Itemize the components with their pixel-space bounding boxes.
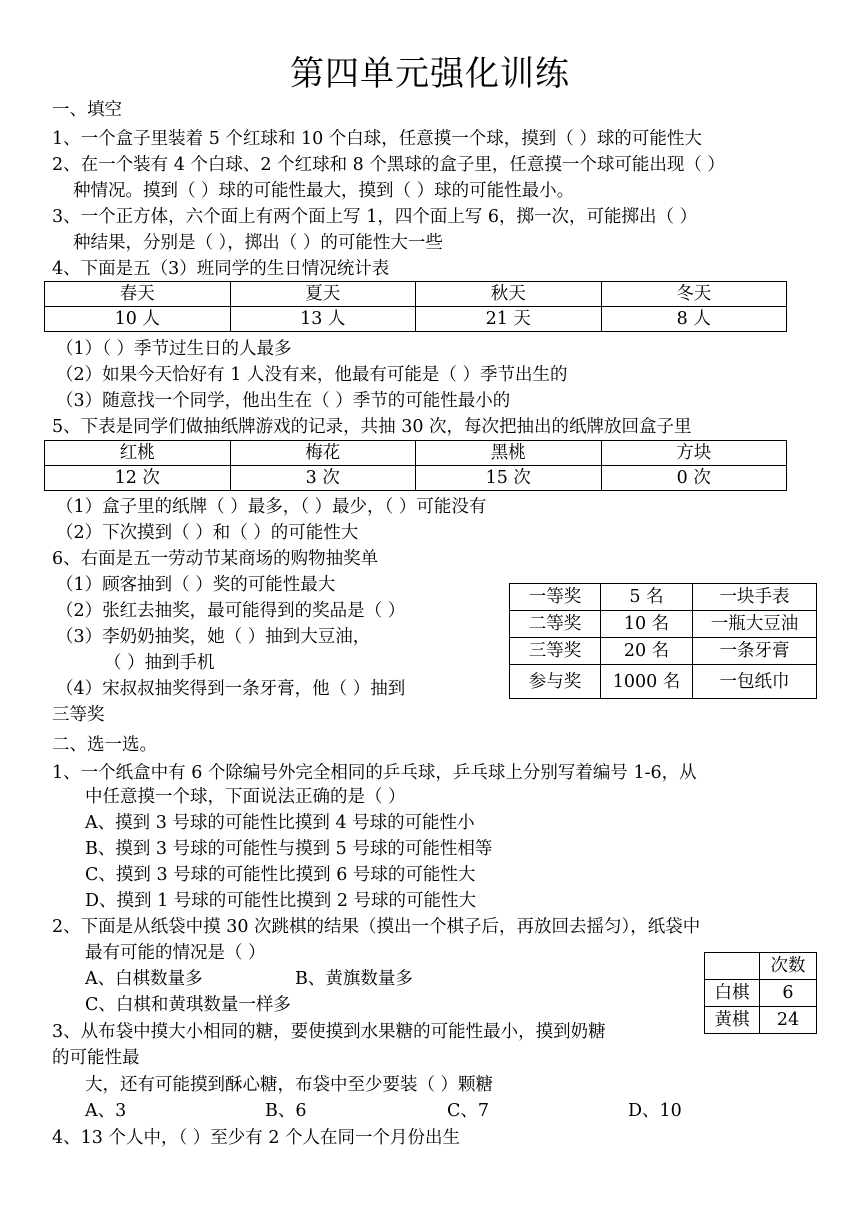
- question-6-sub-2: （2）张红去抽奖，最可能得到的奖品是（ ）: [56, 601, 406, 621]
- table-cell: 6: [760, 980, 817, 1007]
- choice-3-option-d: D、10: [628, 1101, 682, 1121]
- table-cell: 二等奖: [510, 611, 601, 638]
- table-cell: 12 次: [45, 466, 231, 491]
- table-row: [510, 611, 817, 638]
- table-row: [705, 953, 817, 980]
- table-cell: 一块手表: [693, 584, 817, 611]
- prize-table: [509, 583, 817, 699]
- choice-2-line-2: 最有可能的情况是（ ）: [85, 943, 266, 963]
- table-cell: 1000 名: [601, 665, 693, 699]
- question-4-sub-1: （1）（ ）季节过生日的人最多: [56, 339, 292, 359]
- choice-1-line-2: 中任意摸一个球，下面说法正确的是（ ）: [85, 787, 406, 807]
- choice-4: 4、13 个人中，（ ）至少有 2 个人在同一个月份出生: [52, 1128, 461, 1148]
- choice-3-option-a: A、3: [85, 1101, 127, 1121]
- question-6-sub-4-cont: 三等奖: [52, 705, 105, 725]
- question-6-sub-4: （4）宋叔叔抽奖得到一条牙膏，他（ ）抽到: [56, 679, 406, 699]
- choice-3-line-3: 大，还有可能摸到酥心糖，布袋中至少要装（ ）颗糖: [85, 1075, 494, 1095]
- table-header-cell: 黑桃: [416, 441, 602, 466]
- table-row: [45, 441, 787, 466]
- question-2-line-1: 2、在一个装有 4 个白球、2 个红球和 8 个黑球的盒子里，任意摸一个球可能出现（ ）: [52, 155, 725, 175]
- table-header-cell: 方块: [601, 441, 787, 466]
- question-6-sub-1: （1）顾客抽到（ ）奖的可能性最大: [56, 575, 336, 595]
- choice-2-option-c: C、白棋和黄琪数量一样多: [85, 995, 291, 1015]
- table-header-cell: 梅花: [230, 441, 416, 466]
- page-title: 第四单元强化训练: [290, 54, 570, 94]
- table-cell: 一瓶大豆油: [693, 611, 817, 638]
- choice-3-line-1: 3、从布袋中摸大小相同的糖，要使摸到水果糖的可能性最小，摸到奶糖: [52, 1022, 606, 1042]
- question-5: 5、下表是同学们做抽纸牌游戏的记录，共抽 30 次，每次把抽出的纸牌放回盒子里: [52, 417, 692, 437]
- question-1: 1、一个盒子里装着 5 个红球和 10 个白球，任意摸一个球，摸到（ ）球的可能性大: [52, 129, 702, 149]
- table-header-cell: 秋天: [416, 282, 602, 307]
- table-row: [45, 307, 787, 332]
- choice-3-line-2: 的可能性最: [52, 1048, 140, 1068]
- table-row: [510, 665, 817, 699]
- table-cell: 15 次: [416, 466, 602, 491]
- table-cell: 5 名: [601, 584, 693, 611]
- card-table: [44, 440, 787, 491]
- table-header-cell: 夏天: [230, 282, 416, 307]
- table-header-cell: 春天: [45, 282, 231, 307]
- question-6-sub-3-cont: （ ）抽到手机: [104, 653, 215, 673]
- choice-3-option-b: B、6: [265, 1101, 307, 1121]
- question-4-sub-2: （2）如果今天恰好有 1 人没有来，他最有可能是（ ）季节出生的: [56, 365, 568, 385]
- table-row: [45, 466, 787, 491]
- question-4: 4、下面是五（3）班同学的生日情况统计表: [52, 259, 390, 279]
- question-6: 6、右面是五一劳动节某商场的购物抽奖单: [52, 549, 379, 569]
- table-cell: 8 人: [601, 307, 787, 332]
- question-5-sub-2: （2）下次摸到（ ）和（ ）的可能性大: [56, 523, 359, 543]
- choice-1-option-b: B、摸到 3 号球的可能性与摸到 5 号球的可能性相等: [85, 839, 493, 859]
- table-cell: [705, 953, 760, 980]
- table-row: [705, 1007, 817, 1034]
- question-3-line-1: 3、一个正方体，六个面上有两个面上写 1，四个面上写 6，掷一次，可能掷出（ ）: [52, 207, 698, 227]
- table-cell: 参与奖: [510, 665, 601, 699]
- question-5-sub-1: （1）盒子里的纸牌（ ）最多，（ ）最少，（ ）可能没有: [56, 497, 487, 517]
- table-cell: 黄棋: [705, 1007, 760, 1034]
- table-row: [705, 980, 817, 1007]
- choice-1-option-a: A、摸到 3 号球的可能性比摸到 4 号球的可能性小: [85, 813, 475, 833]
- table-header-cell: 次数: [760, 953, 817, 980]
- table-row: [510, 638, 817, 665]
- choice-1-option-c: C、摸到 3 号球的可能性比摸到 6 号球的可能性大: [85, 865, 476, 885]
- table-cell: 20 名: [601, 638, 693, 665]
- choice-3-option-c: C、7: [447, 1101, 490, 1121]
- question-2-line-2: 种情况。摸到（ ）球的可能性最大，摸到（ ）球的可能性最小。: [73, 181, 575, 201]
- table-row: [510, 584, 817, 611]
- choice-1-line-1: 1、一个纸盒中有 6 个除编号外完全相同的乒乓球，乒乓球上分别写着编号 1-6，从: [52, 763, 697, 783]
- table-row: [45, 282, 787, 307]
- table-header-cell: 冬天: [601, 282, 787, 307]
- table-cell: 白棋: [705, 980, 760, 1007]
- choice-2-option-a: A、白棋数量多: [85, 969, 203, 989]
- section-heading-choice: 二、选一选。: [52, 735, 157, 755]
- table-header-cell: 红桃: [45, 441, 231, 466]
- question-4-sub-3: （3）随意找一个同学，他出生在（ ）季节的可能性最小的: [56, 391, 511, 411]
- section-heading-fill-blank: 一、填空: [52, 100, 122, 120]
- table-cell: 3 次: [230, 466, 416, 491]
- table-cell: 21 天: [416, 307, 602, 332]
- question-6-sub-3: （3）李奶奶抽奖，她（ ）抽到大豆油，: [56, 627, 371, 647]
- table-cell: 一包纸巾: [693, 665, 817, 699]
- table-cell: 0 次: [601, 466, 787, 491]
- choice-1-option-d: D、摸到 1 号球的可能性比摸到 2 号球的可能性大: [85, 891, 477, 911]
- question-3-line-2: 种结果，分别是（ ），掷出（ ）的可能性大一些: [73, 233, 443, 253]
- table-cell: 10 名: [601, 611, 693, 638]
- table-cell: 24: [760, 1007, 817, 1034]
- choice-2-option-b: B、黄旗数量多: [295, 969, 413, 989]
- table-cell: 一条牙膏: [693, 638, 817, 665]
- choice-2-line-1: 2、下面是从纸袋中摸 30 次跳棋的结果（摸出一个棋子后，再放回去摇匀），纸袋中: [52, 917, 701, 937]
- chess-table: [704, 952, 817, 1034]
- birthday-table: [44, 281, 787, 332]
- table-cell: 10 人: [45, 307, 231, 332]
- table-cell: 13 人: [230, 307, 416, 332]
- table-cell: 一等奖: [510, 584, 601, 611]
- table-cell: 三等奖: [510, 638, 601, 665]
